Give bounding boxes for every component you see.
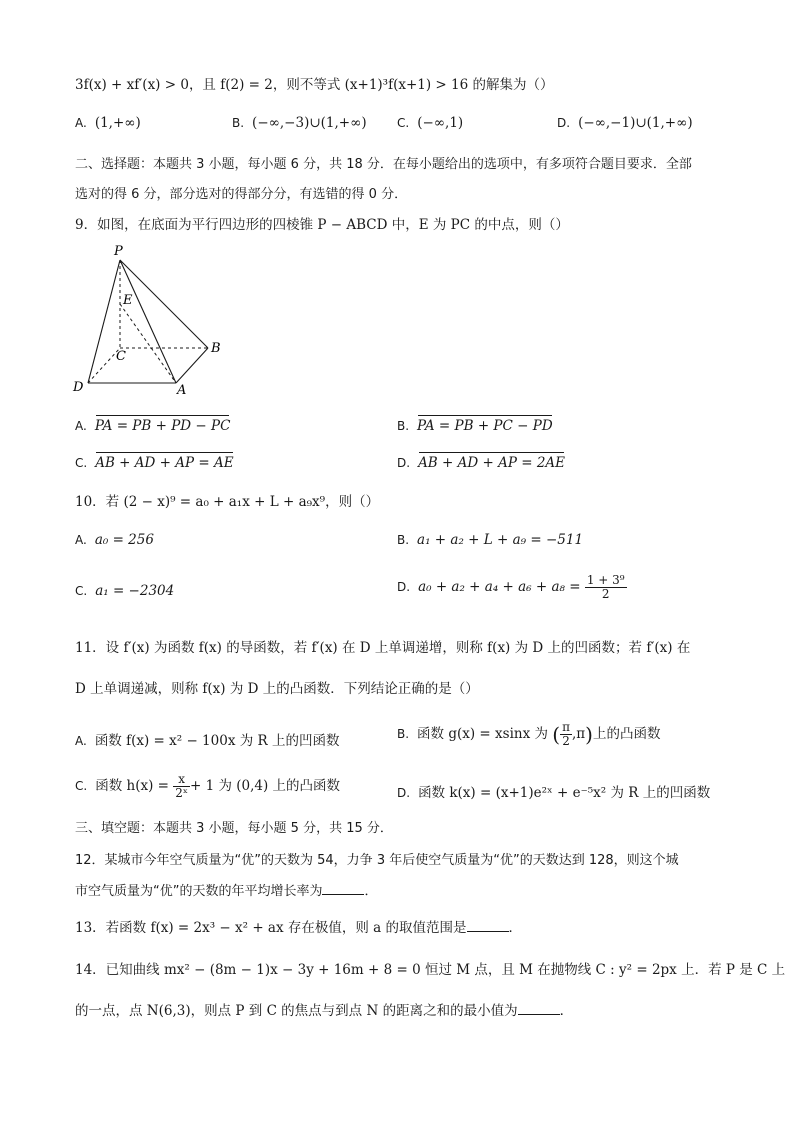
q10-stem: 10．若 (2 − x)⁹ = a₀ + a₁x + L + a₉x⁹，则（）: [75, 494, 380, 510]
q14-stem-line1: 14．已知曲线 mx² − (8m − 1)x − 3y + 16m + 8 = 0 恒过 M 点，且 M 在抛物线 C : y² = 2px 上．若 P 是 C 上: [75, 962, 786, 978]
q9-option-c: C. AB + AD + AP = AE: [75, 455, 234, 471]
vertex-label-C: C: [116, 349, 126, 364]
vertex-label-P: P: [114, 244, 123, 259]
q9-pyramid-figure: [70, 242, 230, 397]
vertex-label-E: E: [123, 293, 133, 308]
q9-stem: 9．如图，在底面为平行四边形的四棱锥 P − ABCD 中，E 为 PC 的中点，则（）: [75, 217, 569, 233]
edge-AB: [176, 348, 208, 383]
q11-stem-line1: 11．设 f′(x) 为函数 f(x) 的导函数，若 f′(x) 在 D 上单调递增，则称 f(x) 为 D 上的凹函数；若 f′(x) 在: [75, 640, 691, 656]
q9-option-b: B. PA = PB + PC − PD: [397, 418, 553, 434]
section3-heading: 三、填空题：本题共 3 小题，每小题 5 分，共 15 分．: [75, 821, 393, 836]
q10-d-fraction: $\frac{\text{1 + 3⁹}}{2}$: [586, 573, 625, 601]
q13-stem: 13．若函数 f(x) = 2x³ − x² + ax 存在极值，则 a 的取值范围是 ．: [75, 920, 523, 936]
q8-option-d: D. (−∞,−1)∪(1,+∞): [557, 115, 693, 131]
q10-option-a: A. a₀ = 256: [75, 532, 154, 548]
q9-option-a: A. PA = PB + PD − PC: [75, 418, 231, 434]
q11-option-d: D. 函数 k(x) = (x+1)e²ˣ + e⁻⁵x² 为 R 上的凹函数: [397, 785, 711, 801]
q11-b-fraction: $\frac{\pi}{2}$: [562, 720, 570, 748]
q10-option-c: C. a₁ = −2304: [75, 583, 175, 599]
q11-stem-line2: D 上单调递减，则称 f(x) 为 D 上的凸函数．下列结论正确的是（）: [75, 681, 479, 697]
q10-option-b: B. a₁ + a₂ + L + a₉ = −511: [397, 532, 584, 548]
edge-PB: [120, 260, 208, 348]
vertex-label-B: B: [211, 341, 221, 356]
q12-stem-line1: 12．某城市今年空气质量为“优”的天数为 54，力争 3 年后使空气质量为“优”的天数达到 128，则这个城: [75, 853, 679, 868]
q11-option-b: B. 函数 g(x) = xsinx 为 ( $\frac{\pi}{2}$ ,π)上的凸函数: [397, 720, 661, 748]
q10-option-d: D. a₀ + a₂ + a₄ + a₆ + a₈ = $\frac{\text{1 + 3⁹}}{2}$: [397, 573, 625, 601]
q8-option-a: A. (1,+∞): [75, 115, 141, 131]
q8-stem-tail: ，则不等式 (x+1)³f(x+1) > 16 的解集为（）: [272, 77, 554, 93]
q9-option-d: D. AB + AD + AP = 2AE: [397, 455, 566, 471]
q11-option-c: C. 函数 h(x) = $\frac{x}{\text{2ˣ}}$ + 1 为 (0,4) 上的凸函数: [75, 772, 341, 800]
q11-option-a: A. 函数 f(x) = x² − 100x 为 R 上的凹函数: [75, 733, 340, 749]
q8-condition-b: ，且 f(2) = 2: [188, 77, 273, 93]
q8-stem: [75, 73, 554, 93]
q8-option-c: C. (−∞,1): [397, 115, 464, 131]
q8-condition-a: 3f(x) + xf′(x) > 0: [75, 77, 189, 93]
vertex-label-A: A: [177, 383, 187, 397]
q12-answer-blank[interactable]: [322, 882, 364, 895]
q8-option-b: B. (−∞,−3)∪(1,+∞): [232, 115, 367, 131]
q11-c-fraction: $\frac{x}{\text{2ˣ}}$: [175, 772, 188, 800]
q14-stem-line2: 的一点，点 N(6,3)，则点 P 到 C 的焦点与到点 N 的距离之和的最小值为 ．: [75, 1003, 574, 1019]
section2-heading-line1: 二、选择题：本题共 3 小题，每小题 6 分，共 18 分．在每小题给出的选项中，有多项符合题目要求．全部: [75, 157, 692, 172]
vertex-label-D: D: [73, 380, 84, 395]
edge-PD: [88, 260, 120, 383]
q12-stem-line2: 市空气质量为“优”的天数的年平均增长率为 ．: [75, 884, 378, 899]
q13-answer-blank[interactable]: [467, 919, 509, 932]
q14-answer-blank[interactable]: [518, 1002, 560, 1015]
edge-PA: [120, 260, 176, 383]
segment-EA: [120, 304, 176, 383]
section2-heading-line2: 选对的得 6 分，部分选对的得部分分，有选错的得 0 分．: [75, 187, 408, 202]
